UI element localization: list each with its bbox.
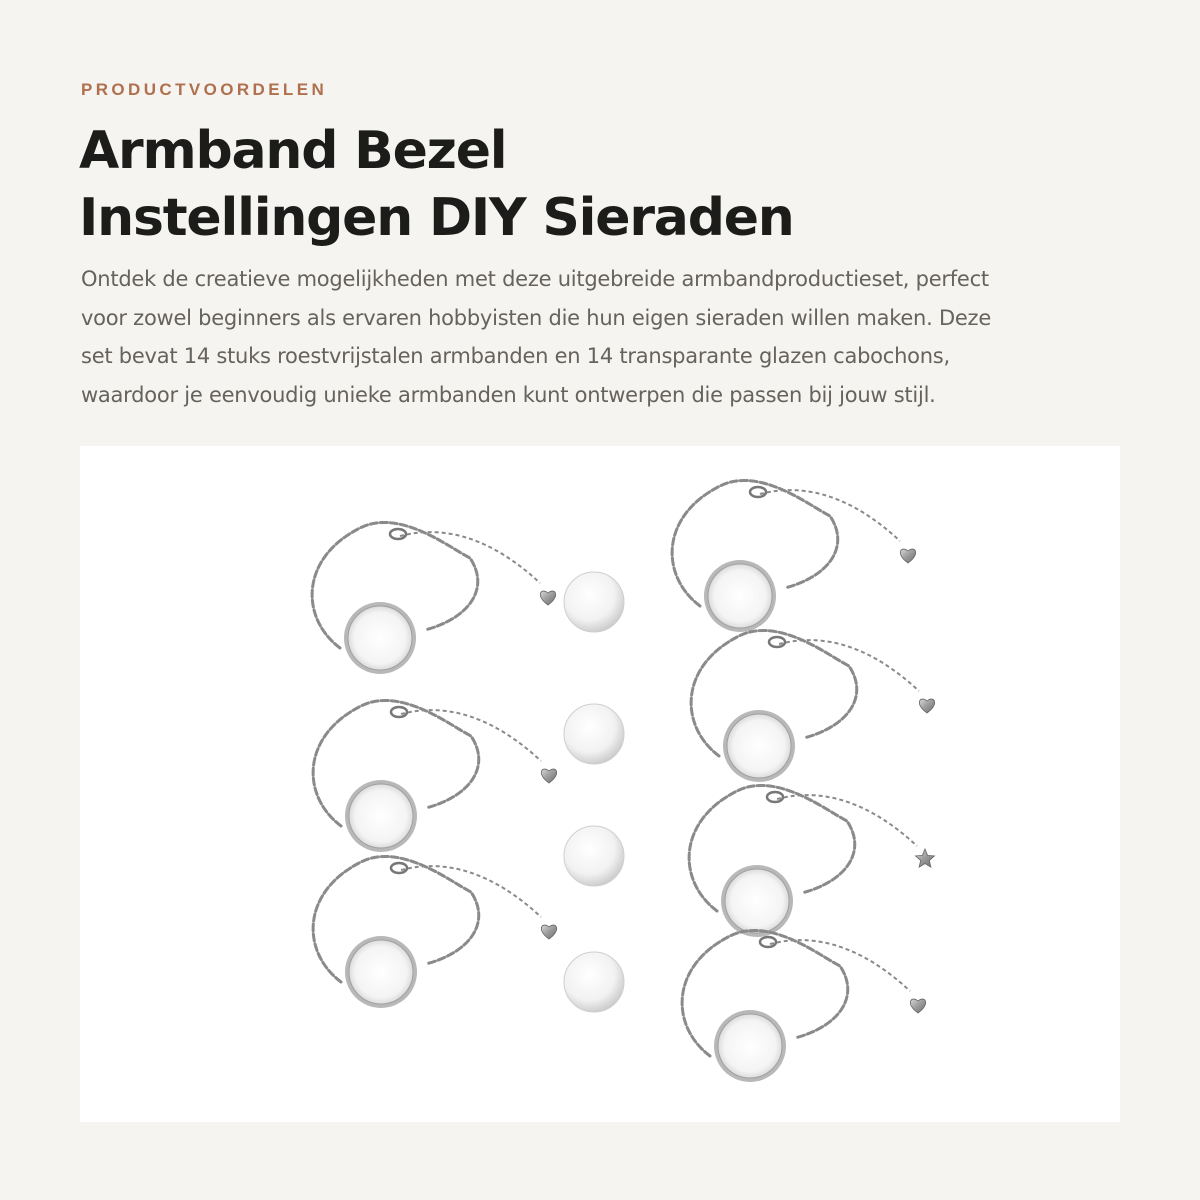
bracelet <box>672 480 916 632</box>
bezel-tray <box>349 784 413 848</box>
intro-line-2: voor zowel beginners als ervaren hobbyisten die hun eigen sieraden willen maken. Deze <box>81 305 991 330</box>
bracelet <box>689 785 934 937</box>
intro-line-4: waardoor je eenvoudig unieke armbanden kunt ontwerpen die passen bij jouw stijl. <box>81 382 936 407</box>
bezel-tray <box>727 714 791 778</box>
heart-charm <box>541 769 556 783</box>
heart-charm <box>910 999 925 1013</box>
heart-charm <box>540 591 555 605</box>
bezel-tray <box>718 1014 782 1078</box>
lobster-clasp <box>391 863 407 873</box>
lobster-clasp <box>760 937 776 947</box>
product-illustration <box>80 446 1120 1122</box>
bezel-tray <box>725 869 789 933</box>
bracelet <box>313 700 557 852</box>
bracelet <box>313 856 557 1008</box>
bezel-tray <box>349 940 413 1004</box>
lobster-clasp <box>391 707 407 717</box>
bracelet <box>682 930 926 1082</box>
title-line-2: Instellingen DIY Sieraden <box>79 188 794 248</box>
heart-charm <box>900 549 915 563</box>
bracelet <box>691 630 935 782</box>
intro-paragraph <box>81 260 1141 414</box>
glass-cabochon <box>564 952 624 1012</box>
star-charm <box>916 849 935 867</box>
bezel-tray <box>348 606 412 670</box>
product-photo <box>80 446 1120 1122</box>
title-line-1: Armband Bezel <box>79 121 507 181</box>
glass-cabochon <box>564 826 624 886</box>
lobster-clasp <box>390 529 406 539</box>
bezel-tray <box>708 564 772 628</box>
heart-charm <box>919 699 934 713</box>
intro-line-3: set bevat 14 stuks roestvrijstalen armbanden en 14 transparante glazen cabochons, <box>81 344 950 368</box>
lobster-clasp <box>767 792 783 802</box>
section-title <box>79 118 979 252</box>
heart-charm <box>541 925 556 939</box>
bracelet <box>312 522 556 674</box>
lobster-clasp <box>750 487 766 497</box>
section-eyebrow: PRODUCTVOORDELEN <box>81 80 328 99</box>
glass-cabochon <box>564 572 624 632</box>
lobster-clasp <box>769 637 785 647</box>
intro-line-1: Ontdek de creatieve mogelijkheden met deze uitgebreide armbandproductieset, perfect <box>81 267 989 291</box>
glass-cabochon <box>564 704 624 764</box>
